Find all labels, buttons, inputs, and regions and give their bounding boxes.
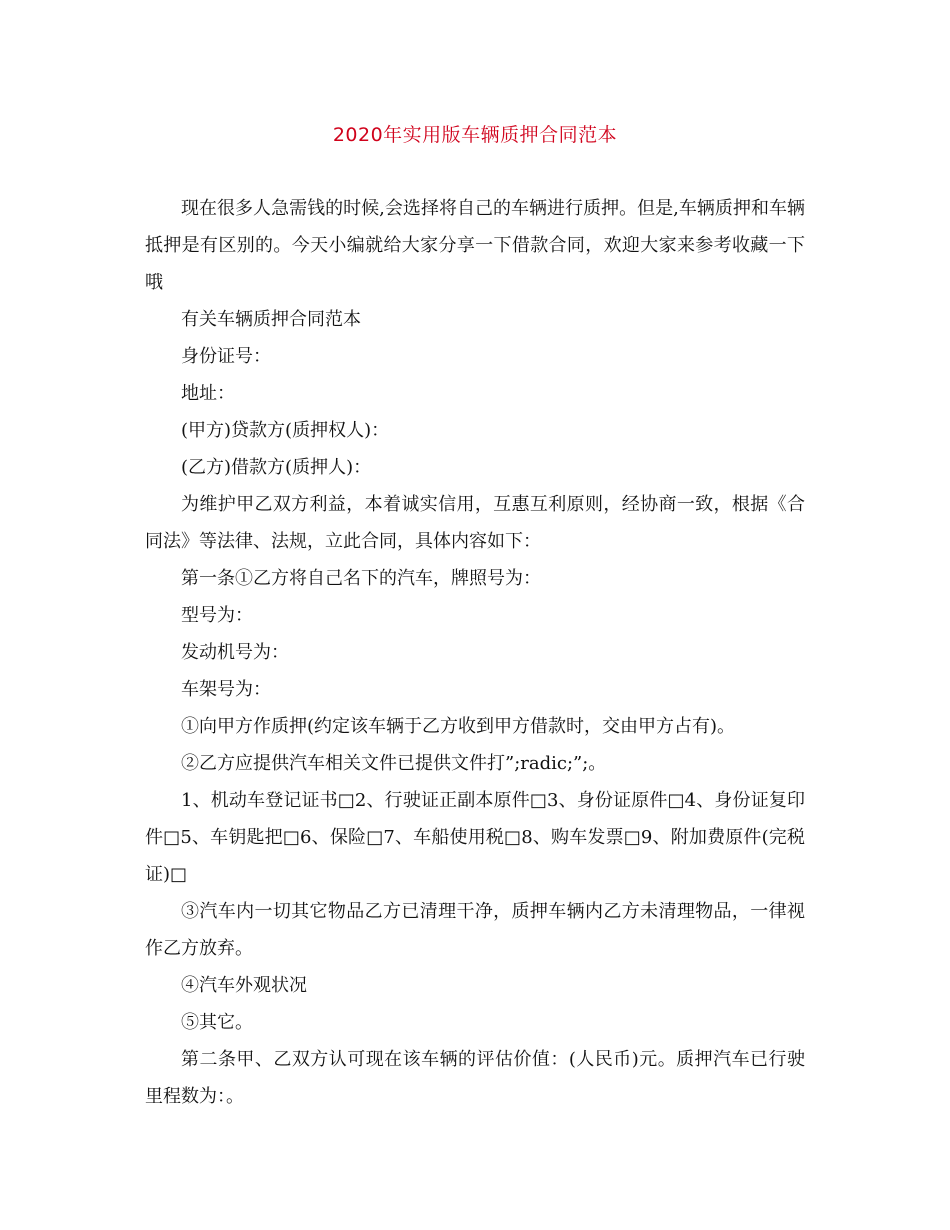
paragraph-document-list: 1、机动车登记证书□2、行驶证正副本原件□3、身份证原件□4、身份证复印件□5、车钥匙把□6、保险□7、车船使用税□8、购车发票□9、附加费原件(完税证)□	[145, 790, 805, 885]
paragraph-clause-3: ③汽车内一切其它物品乙方已清理干净，质押车辆内乙方未清理物品，一律视作乙方放弃。	[145, 901, 805, 959]
document-body	[145, 190, 805, 1115]
paragraph-id-number: 身份证号：	[181, 346, 271, 367]
paragraph-preamble: 为维护甲乙双方利益，本着诚实信用，互惠互利原则，经协商一致，根据《合同法》等法律、法规，立此合同，具体内容如下：	[145, 494, 805, 552]
paragraph-heading: 有关车辆质押合同范本	[181, 309, 361, 330]
paragraph-model: 型号为：	[181, 605, 253, 626]
paragraph-clause-5: ⑤其它。	[181, 1012, 253, 1033]
paragraph-clause-4: ④汽车外观状况	[181, 975, 307, 996]
paragraph-intro: 现在很多人急需钱的时候,会选择将自己的车辆进行质押。但是,车辆质押和车辆抵押是有区别的。今天小编就给大家分享一下借款合同，欢迎大家来参考收藏一下哦	[145, 198, 805, 293]
paragraph-party-b: (乙方)借款方(质押人)：	[181, 457, 372, 478]
paragraph-frame-number: 车架号为：	[181, 679, 271, 700]
paragraph-article-1: 第一条①乙方将自己名下的汽车，牌照号为：	[181, 568, 541, 589]
paragraph-clause-2: ②乙方应提供汽车相关文件已提供文件打”;radic;”;。	[181, 753, 607, 774]
paragraph-address: 地址：	[181, 383, 235, 404]
paragraph-article-2: 第二条甲、乙双方认可现在该车辆的评估价值：(人民币)元。质押汽车已行驶里程数为：。	[145, 1049, 805, 1107]
paragraph-clause-1: ①向甲方作质押(约定该车辆于乙方收到甲方借款时，交由甲方占有)。	[181, 716, 736, 737]
paragraph-party-a: (甲方)贷款方(质押权人)：	[181, 420, 390, 441]
document-title: 2020年实用版车辆质押合同范本	[332, 124, 618, 146]
paragraph-engine-number: 发动机号为：	[181, 642, 289, 663]
